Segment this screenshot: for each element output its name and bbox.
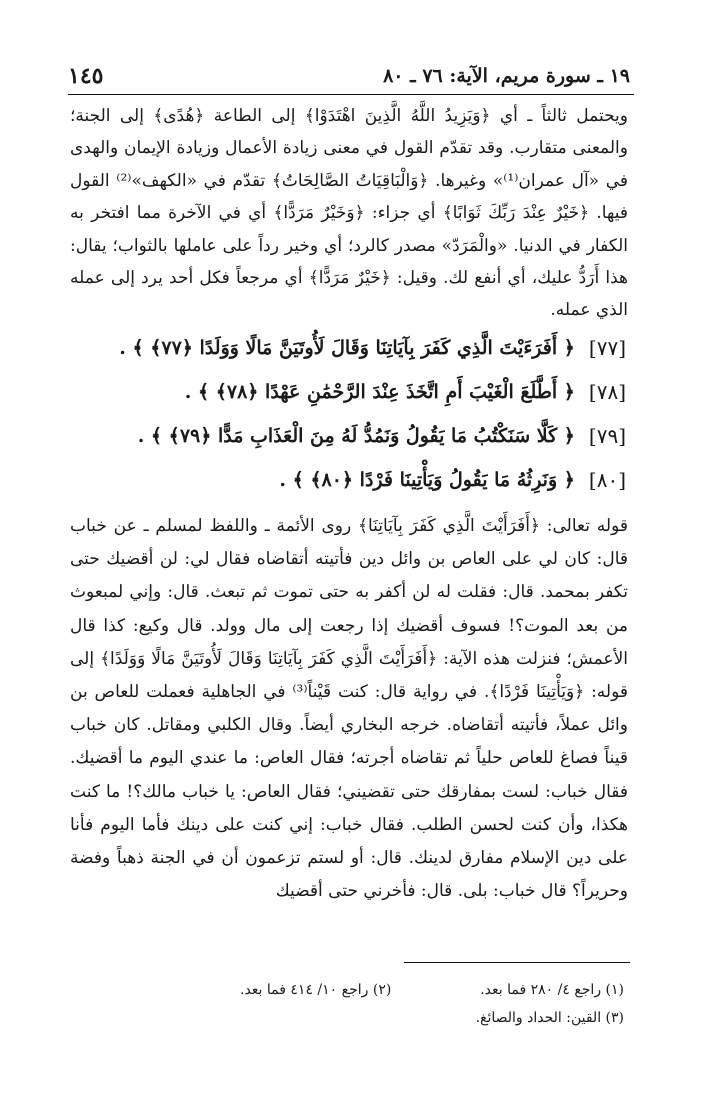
- verse-line: [184, 370, 626, 414]
- verse-number: [٧٩]: [588, 424, 626, 448]
- verse-text: ﴿ أَطَّلَعَ الْغَيْبَ أَمِ اتَّخَذَ عِنْدَ الرَّحْمَٰنِ عَهْدًا ﴿٧٨﴾ ﴾ .: [184, 381, 575, 403]
- verse-number: [٨٠]: [588, 468, 626, 492]
- intro-paragraph: ويحتمل ثالثاً ـ أي ﴿وَيَزِيدُ اللَّهُ الَّذِينَ اهْتَدَوْا﴾ إلى الطاعة ﴿هُدًى﴾ إلى الجنة؛ والمعنى متقارب. وقد تقدّم القول في معنى زيادة الأعمال وزيادة الإيمان والهدى في «آل عمران⁽¹⁾» وغيرها. ﴿وَالْبَاقِيَاتُ الصَّالِحَاتُ﴾ تقدّم في «الكهف»⁽²⁾ القول فيها. ﴿خَيْرٌ عِنْدَ رَبِّكَ ثَوَابًا﴾ أي جزاء: ﴿وَخَيْرٌ مَرَدًّا﴾ أي في الآخرة مما افتخر به الكفار في الدنيا. «والْمَرَدّ» مصدر كالرد؛ أي وخير رداً على عاملها بالثواب؛ يقال: هذا أَرَدُّ عليك، أي أنفع لك. وقيل: ﴿خَيْرٌ مَرَدًّا﴾ أي مرجعاً فكل أحد يرد إلى عمله الذي عمله.: [70, 106, 628, 321]
- page-number: ١٤٥: [68, 63, 104, 89]
- verse-text: ﴿ كَلَّا سَنَكْتُبُ مَا يَقُولُ وَنَمُدُّ لَهُ مِنَ الْعَذَابِ مَدًّا ﴿٧٩﴾ ﴾ .: [137, 425, 575, 447]
- running-title: ١٩ ـ سورة مريم، الآية: ٧٦ ـ ٨٠: [383, 65, 630, 87]
- verse-line: [210, 458, 626, 502]
- verse-line: [119, 326, 626, 370]
- footnote-1: (١) راجع ٤/ ٢٨٠ فما بعد.: [480, 982, 624, 998]
- header-rule: [68, 94, 634, 95]
- commentary-paragraph: قوله تعالى: ﴿أَفَرَأَيْتَ الَّذِي كَفَرَ بِآيَاتِنَا﴾ روى الأئمة ـ واللفظ لمسلم ـ عن خباب قال: كان لي على العاص بن وائل دين فأتيته أتقاضاه فقال لي: لن أقضيك حتى تكفر بمحمد. قال: فقلت له لن أكفر به حتى تموت ثم تبعث. قال: وإني لمبعوث من بعد الموت؟! فسوف أقضيك إذا رجعت إلى مال وولد. قال وكيع: كذا قال الأعمش؛ فنزلت هذه الآية: ﴿أَفَرَأَيْتَ الَّذِي كَفَرَ بِآيَاتِنَا وَقَالَ لَأُوتَيَنَّ مَالًا وَوَلَدًا﴾ إلى قوله: ﴿وَيَأْتِينَا فَرْدًا﴾. في رواية قال: كنت قَيْناً⁽³⁾ في الجاهلية فعملت للعاص بن وائل عملاً، فأتيته أتقاضاه. خرجه البخاري أيضاً. وقال الكلبي ومقاتل. كان خباب قيناً فصاغ للعاص حلياً ثم تقاضاه أجرته؛ فقال العاص: ما عندي اليوم ما أقضيك. فقال خباب: لست بمفارقك حتى تقضيني؛ فقال العاص: يا خباب مالك؟! ما كنت هكذا، وأن كنت لحسن الطلب. فقال خباب: إني كنت على دينك فأما اليوم فأنا على دين الإسلام مفارق لدينك. قال: أو لستم تزعمون أن في الجنة ذهباً وفضة وحريراً؟ قال خباب: بلى. قال: فأخرني حتى أقضيك: [70, 516, 629, 902]
- verse-number: [٧٨]: [588, 380, 626, 404]
- footnote-rule: [404, 962, 630, 963]
- verse-number: [٧٧]: [588, 336, 626, 360]
- verse-list: [119, 326, 626, 502]
- page-header: [68, 56, 630, 96]
- verse-line: [137, 414, 626, 458]
- footnotes: [200, 976, 624, 1032]
- verse-text: ﴿ وَنَرِثُهُ مَا يَقُولُ وَيَأْتِينَا فَرْدًا ﴿٨٠﴾ ﴾ .: [279, 469, 575, 491]
- footnote-2: (٢) راجع ١٠/ ٤١٤ فما بعد.: [240, 982, 392, 998]
- footnote-3: (٣) القين: الحداد والصائغ.: [475, 1010, 624, 1026]
- verse-text: ﴿ أَفَرَءَيْتَ الَّذِي كَفَرَ بِآيَاتِنَا وَقَالَ لَأُوتَيَنَّ مَالًا وَوَلَدًا ﴿٧٧﴾ ﴾ .: [119, 337, 575, 359]
